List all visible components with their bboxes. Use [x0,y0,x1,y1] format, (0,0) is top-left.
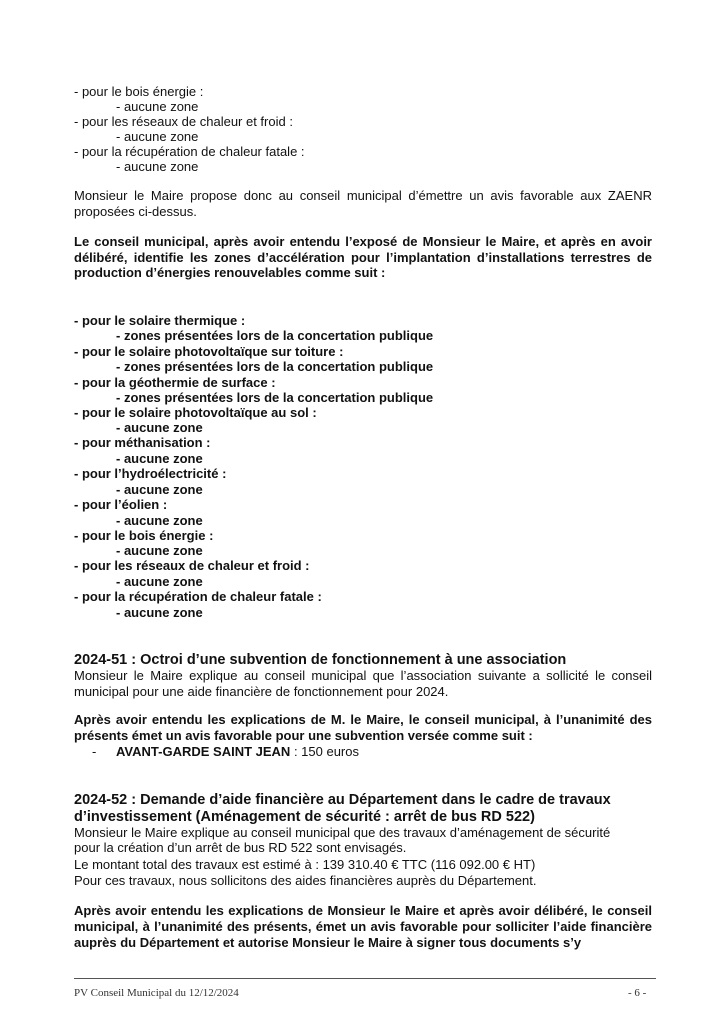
intro-item-value: - aucune zone [116,99,199,114]
decision-item-value: - aucune zone [116,451,203,466]
decision-item-label: - pour l’hydroélectricité : [74,466,227,481]
section-51-decision: Après avoir entendu les explications de M. le Maire, le conseil municipal, à l’unanimité des présents émet un avis favorable pour une subvention versée comme suit : [74,712,652,743]
footer-title: PV Conseil Municipal du 12/12/2024 [74,987,239,999]
beneficiary-line [116,744,359,759]
decision-item-label: - pour la récupération de chaleur fatale : [74,589,322,604]
proposal-paragraph: Monsieur le Maire propose donc au conseil municipal d’émettre un avis favorable aux ZAENR proposées ci-dessus. [74,188,652,219]
decision-item-value: - aucune zone [116,605,203,620]
intro-item-value: - aucune zone [116,129,199,144]
decision-item-value: - aucune zone [116,482,203,497]
decision-item-value: - zones présentées lors de la concertation publique [116,359,434,374]
decision-item-label: - pour le solaire thermique : [74,313,246,328]
decision-item-value: - aucune zone [116,574,203,589]
intro-item-label: - pour les réseaux de chaleur et froid : [74,114,293,129]
section-52-body-line: Pour ces travaux, nous sollicitons des aides financières auprès du Département. [74,873,537,888]
section-52-body-line: Monsieur le Maire explique au conseil municipal que des travaux d’aménagement de sécurité [74,825,611,840]
decision-item-value: - aucune zone [116,420,203,435]
decision-item-label: - pour le solaire photovoltaïque au sol : [74,405,317,420]
decision-item-label: - pour l’éolien : [74,497,168,512]
section-51-heading: 2024-51 : Octroi d’une subvention de fonctionnement à une association [74,652,567,668]
footer-divider [74,978,656,979]
page-number: - 6 - [628,987,647,999]
beneficiary-bullet: - [92,744,97,759]
decision-item-label: - pour le solaire photovoltaïque sur toiture : [74,344,344,359]
decision-item-value: - aucune zone [116,513,203,528]
section-52-body-line: pour la création d’un arrêt de bus RD 522 sont envisagés. [74,840,407,855]
decision-item-value: - aucune zone [116,543,203,558]
decision-item-value: - zones présentées lors de la concertation publique [116,328,434,343]
section-52-heading-line2: d’investissement (Aménagement de sécurité : arrêt de bus RD 522) [74,809,535,825]
section-52-heading-line1: 2024-52 : Demande d’aide financière au Département dans le cadre de travaux [74,792,611,808]
intro-item-label: - pour le bois énergie : [74,84,204,99]
intro-item-value: - aucune zone [116,159,199,174]
decision-item-label: - pour méthanisation : [74,435,211,450]
beneficiary-amount: : 150 euros [293,744,359,759]
decision-item-label: - pour la géothermie de surface : [74,375,276,390]
section-52-cost-line: Le montant total des travaux est estimé à : 139 310.40 € TTC (116 092.00 € HT) [74,857,536,872]
decision-paragraph: Le conseil municipal, après avoir entendu l’exposé de Monsieur le Maire, et après en avoir délibéré, identifie les zones d’accélération pour l’implantation d’installations terrestres de production d’énergies renouvelables comme suit : [74,234,652,280]
section-51-body: Monsieur le Maire explique au conseil municipal que l’association suivante a sollicité le conseil municipal pour une aide financière de fonctionnement pour 2024. [74,668,652,699]
decision-item-value: - zones présentées lors de la concertation publique [116,390,434,405]
section-52-decision: Après avoir entendu les explications de Monsieur le Maire et après avoir délibéré, le conseil municipal, à l’unanimité des présents, émet un avis favorable pour solliciter l’aide financière auprès du Département et autorise Monsieur le Maire à signer tous documents s’y [74,903,652,950]
decision-item-label: - pour les réseaux de chaleur et froid : [74,558,310,573]
beneficiary-name: AVANT-GARDE SAINT JEAN [116,744,291,759]
intro-item-label: - pour la récupération de chaleur fatale : [74,144,305,159]
decision-item-label: - pour le bois énergie : [74,528,214,543]
